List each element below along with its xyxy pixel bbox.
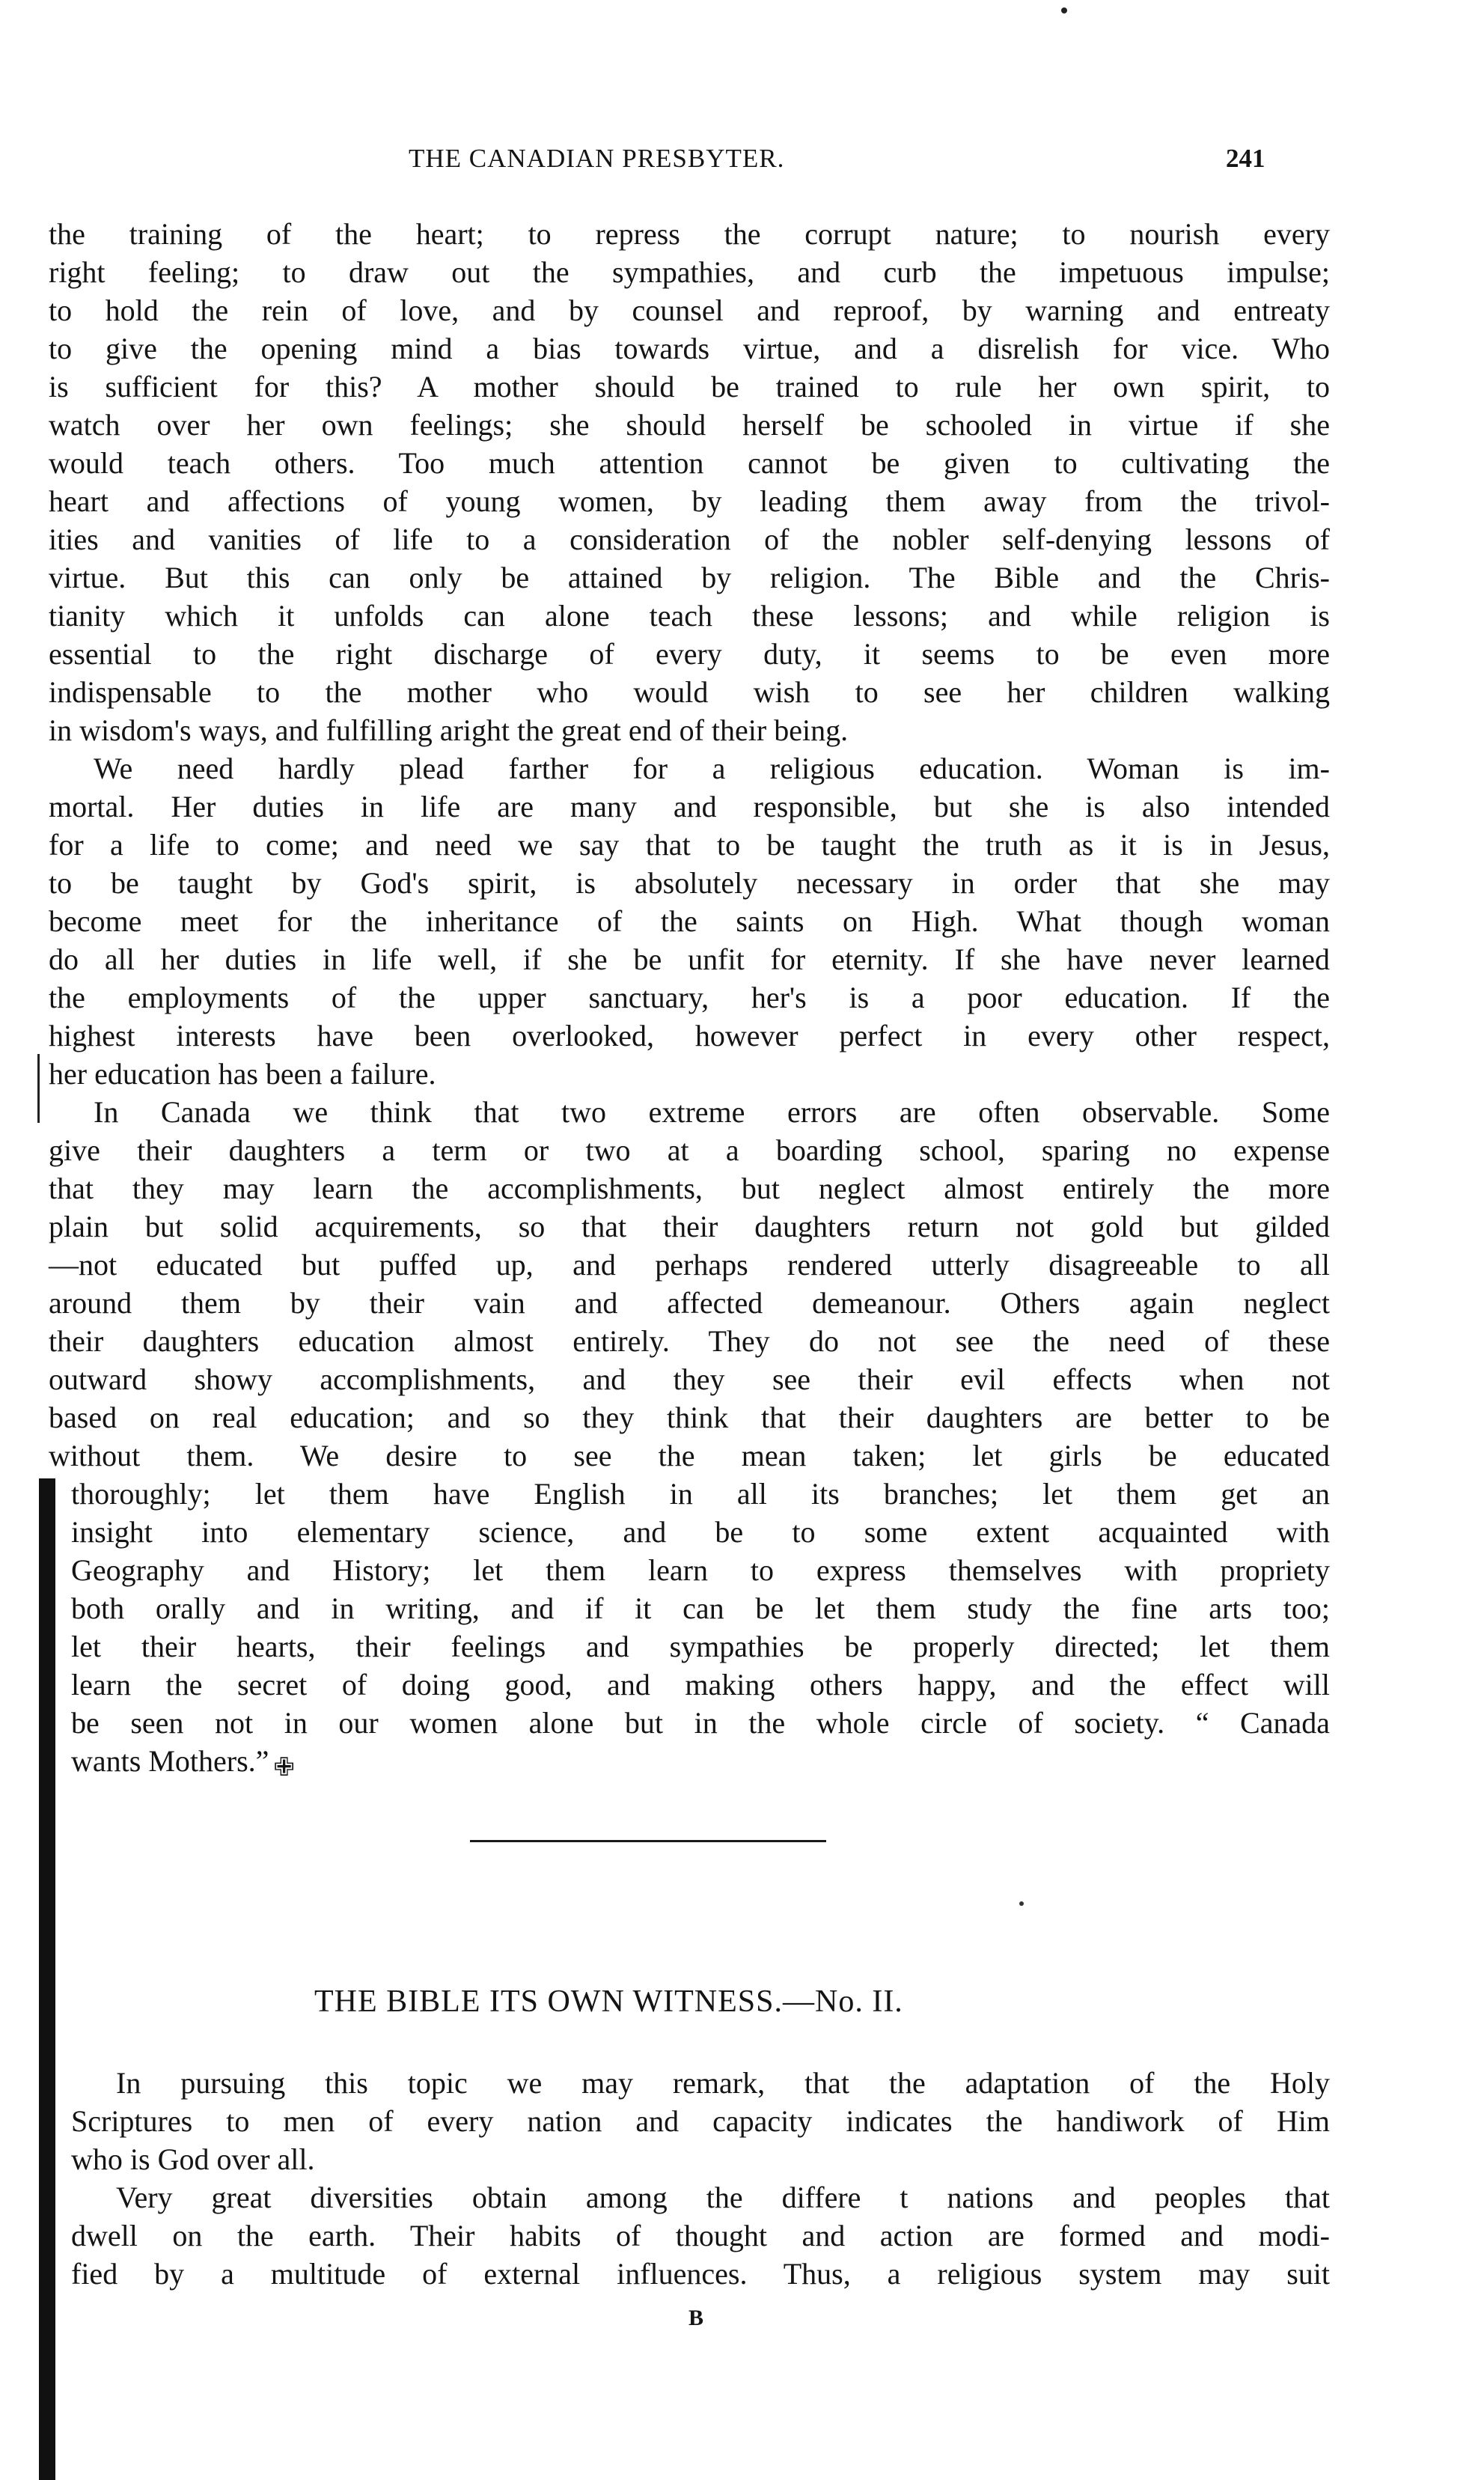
text-line: virtue. But this can only be attained by religion. The Bible and the Chris-: [49, 561, 1330, 594]
text-line: thoroughly; let them have English in all its branches; let them get an: [71, 1477, 1330, 1511]
text-line: Very great diversities obtain among the differe t nations and peoples that: [116, 2181, 1330, 2214]
text-line-final: [71, 1744, 1330, 1785]
text-line: to give the opening mind a bias towards virtue, and a disrelish for vice. Who: [49, 332, 1330, 365]
text-line: the employments of the upper sanctuary, her's is a poor education. If the: [49, 981, 1330, 1014]
text-line: to be taught by God's spirit, is absolutely necessary in order that she may: [49, 866, 1330, 900]
section-divider: [470, 1840, 826, 1842]
text-line: mortal. Her duties in life are many and responsible, but she is also intended: [49, 790, 1330, 823]
text-line: fied by a multitude of external influences. Thus, a religious system may suit: [71, 2257, 1330, 2291]
text-line: right feeling; to draw out the sympathies, and curb the impetuous impulse;: [49, 255, 1330, 289]
text-line: ities and vanities of life to a consideration of the nobler self-denying lessons of: [49, 522, 1330, 556]
page-number: 241: [1226, 144, 1265, 173]
text-line: her education has been a failure.: [49, 1057, 436, 1091]
text-line: plain but solid acquirements, so that their daughters return not gold but gilded: [49, 1210, 1330, 1243]
text-line: that they may learn the accomplishments, but neglect almost entirely the more: [49, 1172, 1330, 1205]
closing-mark: ✙: [273, 1754, 295, 1782]
text-line: learn the secret of doing good, and making others happy, and the effect will: [71, 1668, 1330, 1701]
text-line: their daughters education almost entirely. They do not see the need of these: [49, 1324, 1330, 1358]
text-line: become meet for the inheritance of the saints on High. What though woman: [49, 904, 1330, 938]
margin-mark: [37, 1054, 40, 1123]
text-line: would teach others. Too much attention cannot be given to cultivating the: [49, 446, 1330, 480]
text-line: the training of the heart; to repress the corrupt nature; to nourish every: [49, 217, 1330, 251]
text-line: around them by their vain and affected demeanour. Others again neglect: [49, 1286, 1330, 1320]
signature-mark: B: [688, 2306, 704, 2330]
text-line: insight into elementary science, and be to some extent acquainted with: [71, 1515, 1330, 1549]
text-line: is sufficient for this? A mother should be trained to rule her own spirit, to: [49, 370, 1330, 403]
text-line: In pursuing this topic we may remark, that the adaptation of the Holy: [116, 2066, 1330, 2100]
text-line: watch over her own feelings; she should herself be schooled in virtue if she: [49, 408, 1330, 442]
text-line: outward showy accomplishments, and they see their evil effects when not: [49, 1362, 1330, 1396]
text-line: do all her duties in life well, if she be unfit for eternity. If she have never learned: [49, 942, 1330, 976]
ink-speck: [1061, 7, 1067, 13]
text-line: for a life to come; and need we say that to be taught the truth as it is in Jesus,: [49, 828, 1330, 862]
text-line: in wisdom's ways, and fulfilling aright the great end of their being.: [49, 713, 849, 747]
text-line: —not educated but puffed up, and perhaps rendered utterly disagreeable to all: [49, 1248, 1330, 1282]
text-line: highest interests have been overlooked, however perfect in every other respect,: [49, 1019, 1330, 1052]
text-line: based on real education; and so they think that their daughters are better to be: [49, 1401, 1330, 1434]
text-line: both orally and in writing, and if it can be let them study the fine arts too;: [71, 1591, 1330, 1625]
text-line: essential to the right discharge of every duty, it seems to be even more: [49, 637, 1330, 671]
text-line: give their daughters a term or two at a boarding school, sparing no expense: [49, 1133, 1330, 1167]
text-line: Geography and History; let them learn to express themselves with propriety: [71, 1553, 1330, 1587]
text-line: tianity which it unfolds can alone teach these lessons; and while religion is: [49, 599, 1330, 633]
text-line: let their hearts, their feelings and sympathies be properly directed; let them: [71, 1630, 1330, 1663]
binding-edge-shadow: [39, 1478, 55, 2480]
text-line: We need hardly plead farther for a religious education. Woman is im-: [94, 752, 1330, 785]
text-line: In Canada we think that two extreme errors are often observable. Some: [94, 1095, 1330, 1129]
ink-speck: [1019, 1901, 1024, 1906]
article-title: THE BIBLE ITS OWN WITNESS.—No. II.: [314, 1984, 903, 2019]
text-line: indispensable to the mother who would wish to see her children walking: [49, 675, 1330, 709]
text-line: Scriptures to men of every nation and capacity indicates the handiwork of Him: [71, 2104, 1330, 2138]
text-line: heart and affections of young women, by leading them away from the trivol-: [49, 484, 1330, 518]
text-line: dwell on the earth. Their habits of thought and action are formed and modi-: [71, 2219, 1330, 2252]
running-head: THE CANADIAN PRESBYTER.: [409, 144, 785, 173]
text-line: to hold the rein of love, and by counsel and reproof, by warning and entreaty: [49, 293, 1330, 327]
text-line: without them. We desire to see the mean taken; let girls be educated: [49, 1439, 1330, 1472]
text-line: who is God over all.: [71, 2142, 315, 2176]
text-line: be seen not in our women alone but in the whole circle of society. “ Canada: [71, 1706, 1330, 1740]
text-line: wants Mothers.”: [71, 1744, 269, 1778]
